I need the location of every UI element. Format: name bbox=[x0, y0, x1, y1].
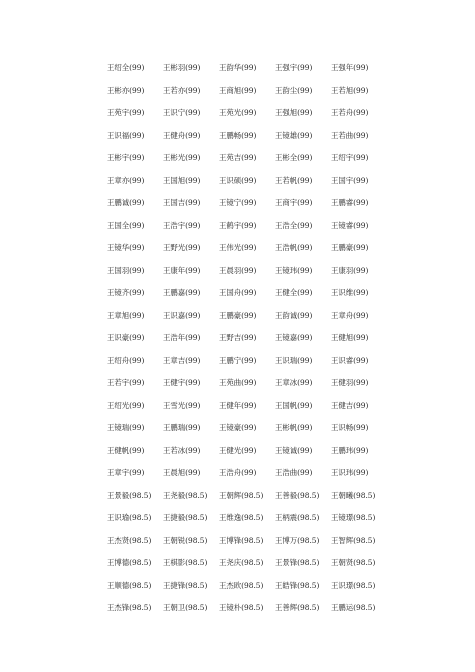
name-entry: 王章亦(99) bbox=[107, 175, 145, 185]
name-entry: 王彬宇(99) bbox=[107, 153, 145, 162]
name-entry: 王识宁(99) bbox=[163, 108, 201, 117]
name-entry: 王雪光(99) bbox=[163, 400, 201, 410]
name-entry: 王健旭(99) bbox=[331, 333, 369, 342]
name-entry: 王浩年(99) bbox=[163, 333, 201, 342]
name-entry: 王镜豪(99) bbox=[219, 423, 257, 432]
name-entry: 王智辉(98.5) bbox=[331, 535, 376, 545]
name-entry: 王镜璟(98.5) bbox=[331, 513, 376, 522]
name-entry: 王镜朴(98.5) bbox=[219, 603, 264, 612]
name-entry: 王镜玮(99) bbox=[275, 265, 313, 275]
name-entry: 王朝贤(98.5) bbox=[331, 558, 376, 567]
name-entry: 王苑光(99) bbox=[219, 108, 257, 117]
name-entry: 王绍舟(99) bbox=[107, 355, 145, 365]
name-entry: 王识豪(99) bbox=[107, 333, 145, 342]
name-entry: 王健光(99) bbox=[219, 445, 257, 455]
name-entry: 王健宇(99) bbox=[163, 378, 201, 387]
name-entry: 王朝锐(98.5) bbox=[163, 535, 208, 545]
name-entry: 王彬亦(99) bbox=[107, 85, 145, 95]
name-entry: 王彬羽(99) bbox=[163, 63, 201, 72]
name-entry: 王商旭(99) bbox=[219, 85, 257, 95]
name-entry: 王镜瑞(99) bbox=[107, 423, 145, 432]
name-entry: 王强宇(99) bbox=[275, 63, 313, 72]
name-list-grid bbox=[107, 57, 387, 620]
name-entry: 王鹏宁(99) bbox=[219, 355, 257, 365]
name-entry: 王识瑞(99) bbox=[275, 355, 313, 365]
name-entry: 王彬全(99) bbox=[275, 153, 313, 162]
name-entry: 王善毅(98.5) bbox=[275, 490, 320, 500]
name-entry: 王皓锋(98.5) bbox=[275, 580, 320, 590]
name-entry: 王鹏瑞(99) bbox=[163, 423, 201, 432]
name-entry: 王章舟(99) bbox=[331, 310, 369, 320]
name-entry: 王健羽(99) bbox=[331, 378, 369, 387]
name-entry: 王镜齐(99) bbox=[107, 288, 145, 297]
name-entry: 王浩全(99) bbox=[275, 220, 313, 230]
name-entry: 王镜嘉(99) bbox=[275, 333, 313, 342]
name-entry: 王若曲(99) bbox=[331, 130, 369, 140]
name-entry: 王朝曦(98.5) bbox=[331, 490, 376, 500]
name-entry: 王捷锋(98.5) bbox=[163, 580, 208, 590]
name-entry: 王健年(99) bbox=[219, 400, 257, 410]
name-entry: 王鹤宇(99) bbox=[219, 220, 257, 230]
name-entry: 王识睿(99) bbox=[331, 355, 369, 365]
name-entry: 王苑宇(99) bbox=[107, 108, 145, 117]
name-entry: 王鹏豪(99) bbox=[331, 243, 369, 252]
name-entry: 王识玮(99) bbox=[331, 468, 369, 477]
name-entry: 王镜雄(99) bbox=[275, 130, 313, 140]
name-entry: 王顺德(98.5) bbox=[107, 580, 152, 590]
name-entry: 王健吉(99) bbox=[331, 400, 369, 410]
name-entry: 王国帆(99) bbox=[275, 400, 313, 410]
name-entry: 王杰欧(98.5) bbox=[219, 580, 264, 590]
name-entry: 王苑曲(99) bbox=[219, 378, 257, 387]
name-entry: 王若亦(99) bbox=[163, 85, 201, 95]
name-entry: 王绍宇(99) bbox=[331, 153, 369, 162]
name-entry: 王识嘉(99) bbox=[163, 310, 201, 320]
name-entry: 王伟光(99) bbox=[219, 243, 257, 252]
name-entry: 王鹏畅(99) bbox=[219, 130, 257, 140]
name-entry: 王若宇(99) bbox=[107, 378, 145, 387]
name-entry: 王国舟(99) bbox=[219, 288, 257, 297]
name-entry: 王朝卫(98.5) bbox=[163, 603, 208, 612]
name-entry: 王苑吉(99) bbox=[219, 153, 257, 162]
name-entry: 王善辉(98.5) bbox=[275, 603, 320, 612]
name-entry: 王鹏运(98.5) bbox=[331, 603, 376, 612]
name-entry: 王商宇(99) bbox=[275, 198, 313, 207]
name-entry: 王镜宁(99) bbox=[219, 198, 257, 207]
name-entry: 王韵诚(99) bbox=[275, 310, 313, 320]
name-entry: 王晨羽(99) bbox=[219, 265, 257, 275]
name-entry: 王镜睿(99) bbox=[331, 220, 369, 230]
name-entry: 王识畅(99) bbox=[331, 423, 369, 432]
name-entry: 王若旭(99) bbox=[331, 85, 369, 95]
name-entry: 王章旭(99) bbox=[107, 310, 145, 320]
name-entry: 王野吉(99) bbox=[219, 333, 257, 342]
name-entry: 王识维(99) bbox=[331, 288, 369, 297]
name-entry: 王强年(99) bbox=[331, 63, 369, 72]
name-entry: 王棋影(98.5) bbox=[163, 558, 208, 567]
name-entry: 王识福(99) bbox=[107, 130, 145, 140]
name-entry: 王国全(99) bbox=[107, 220, 145, 230]
name-entry: 王杰锋(98.5) bbox=[107, 603, 152, 612]
name-entry: 王鹏嘉(99) bbox=[163, 288, 201, 297]
name-entry: 王镜华(99) bbox=[107, 243, 145, 252]
name-entry: 王浩帆(99) bbox=[275, 243, 313, 252]
name-entry: 王绍全(99) bbox=[107, 63, 145, 72]
name-entry: 王彬帆(99) bbox=[275, 423, 313, 432]
name-entry: 王彬光(99) bbox=[163, 153, 201, 162]
name-entry: 王景毅(98.5) bbox=[107, 490, 152, 500]
name-entry: 王尧毅(98.5) bbox=[163, 490, 208, 500]
name-entry: 王健舟(99) bbox=[163, 130, 201, 140]
name-entry: 王浩曲(99) bbox=[275, 468, 313, 477]
name-entry: 王鹏睿(99) bbox=[331, 198, 369, 207]
name-entry: 王国旭(99) bbox=[163, 175, 201, 185]
name-entry: 王博德(98.5) bbox=[107, 558, 152, 567]
name-entry: 王捷毅(98.5) bbox=[163, 513, 208, 522]
name-entry: 王健帆(99) bbox=[107, 445, 145, 455]
name-entry: 王绍光(99) bbox=[107, 400, 145, 410]
name-entry: 王鹏豪(99) bbox=[219, 310, 257, 320]
name-entry: 王识硕(99) bbox=[219, 175, 257, 185]
name-entry: 王博万(98.5) bbox=[275, 535, 320, 545]
name-entry: 王晨旭(99) bbox=[163, 468, 201, 477]
name-entry: 王国羽(99) bbox=[107, 265, 145, 275]
name-entry: 王国吉(99) bbox=[163, 198, 201, 207]
name-entry: 王若舟(99) bbox=[331, 108, 369, 117]
name-entry: 王尧庆(98.5) bbox=[219, 558, 264, 567]
name-entry: 王浩宇(99) bbox=[163, 220, 201, 230]
name-entry: 王章吉(99) bbox=[163, 355, 201, 365]
name-entry: 王章宇(99) bbox=[107, 468, 145, 477]
name-entry: 王韵华(99) bbox=[219, 63, 257, 72]
name-entry: 王若帆(99) bbox=[275, 175, 313, 185]
name-entry: 王朝辉(98.5) bbox=[219, 490, 264, 500]
name-entry: 王健全(99) bbox=[275, 288, 313, 297]
name-entry: 王识璟(98.5) bbox=[331, 580, 376, 590]
name-entry: 王野光(99) bbox=[163, 243, 201, 252]
name-entry: 王康羽(99) bbox=[331, 265, 369, 275]
name-entry: 王韵尘(99) bbox=[275, 85, 313, 95]
name-entry: 王若冰(99) bbox=[163, 445, 201, 455]
name-entry: 王国宇(99) bbox=[331, 175, 369, 185]
name-entry: 王鹏玮(99) bbox=[331, 445, 369, 455]
name-entry: 王杰贤(98.5) bbox=[107, 535, 152, 545]
name-entry: 王章冰(99) bbox=[275, 378, 313, 387]
name-entry: 王识瑜(98.5) bbox=[107, 513, 152, 522]
name-entry: 王康年(99) bbox=[163, 265, 201, 275]
name-entry: 王柄震(98.5) bbox=[275, 513, 320, 522]
name-entry: 王浩舟(99) bbox=[219, 468, 257, 477]
name-entry: 王强旭(99) bbox=[275, 108, 313, 117]
name-entry: 王博锋(98.5) bbox=[219, 535, 264, 545]
name-entry: 王镜诚(99) bbox=[275, 445, 313, 455]
name-entry: 王鹏诚(99) bbox=[107, 198, 145, 207]
name-entry: 王维逸(98.5) bbox=[219, 513, 264, 522]
name-entry: 王景锋(98.5) bbox=[275, 558, 320, 567]
